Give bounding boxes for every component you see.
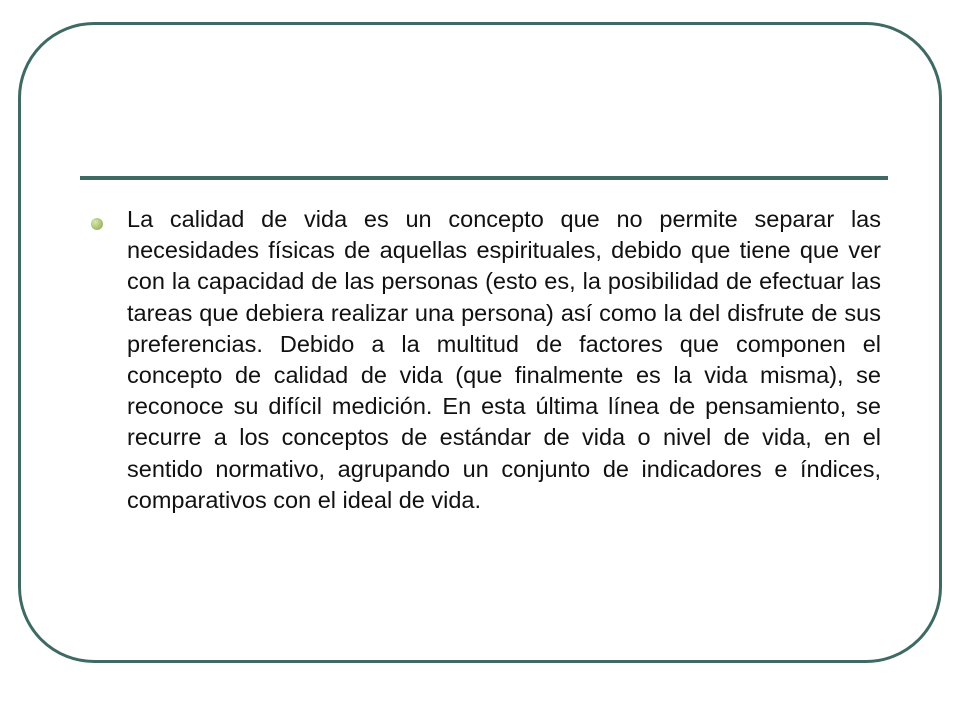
bullet-text: La calidad de vida es un concepto que no permite separar las necesidades físicas de aquellas espirituales, debido que tiene que ver con la capacidad de las personas (esto es, la posibilidad de efectuar las tareas que debiera realizar una persona) así como la del disfrute de sus preferencias. Debido a la multitud de factores que componen el concepto de calidad de vida (que finalmente es la vida misma), se reconoce su difícil medición. En esta última línea de pensamiento, se recurre a los conceptos de estándar de vida o nivel de vida, en el sentido normativo, agrupando un conjunto de indicadores e índices, comparativos con el ideal de vida. <box>127 206 881 513</box>
bullet-dot-icon <box>91 218 103 230</box>
bullet-item <box>91 204 881 516</box>
title-divider <box>80 176 888 180</box>
